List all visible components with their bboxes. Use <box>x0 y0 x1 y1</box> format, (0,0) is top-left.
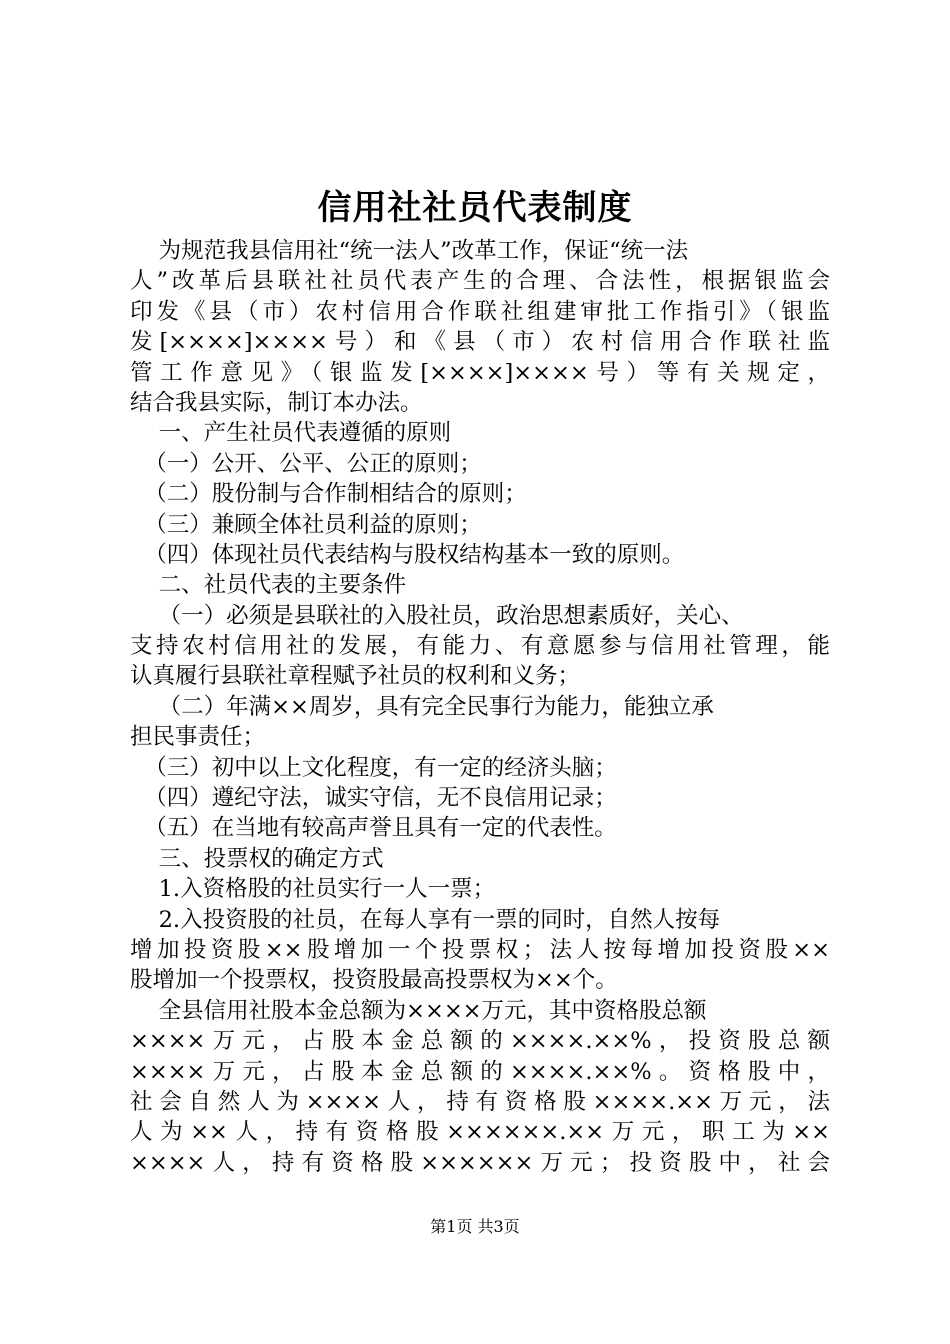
list-item: （三）兼顾全体社员利益的原则； <box>130 511 482 538</box>
section-heading: 一、产生社员代表遵循的原则 <box>130 420 452 447</box>
body-line: 认真履行县联社章程赋予社员的权利和义务； <box>130 663 581 690</box>
page-footer: 第1页 共3页 <box>430 1217 520 1236</box>
body-line: 社会自然人为××××人，持有资格股××××.××万元，法 <box>130 1088 830 1115</box>
body-line: 结合我县实际，制订本办法。 <box>130 389 423 416</box>
document-body <box>130 236 830 1178</box>
document-title: 信用社社员代表制度 <box>317 188 633 228</box>
body-line: 人”改革后县联社社员代表产生的合理、合法性，根据银监会 <box>130 268 830 295</box>
body-line: 印发《县（市）农村信用合作联社组建审批工作指引》（银监 <box>130 298 830 325</box>
body-line: ××××人，持有资格股××××××万元；投资股中，社会 <box>130 1149 830 1176</box>
list-item: （一）公开、公平、公正的原则； <box>130 450 482 477</box>
body-line: 支持农村信用社的发展，有能力、有意愿参与信用社管理，能 <box>130 633 830 660</box>
list-item: （三）初中以上文化程度，有一定的经济头脑； <box>130 754 617 781</box>
body-line: ××××万元，占股本金总额的××××.××%。资格股中， <box>130 1058 830 1085</box>
list-item: （二）股份制与合作制相结合的原则； <box>130 481 527 508</box>
list-item: 2.入投资股的社员，在每人享有一票的同时，自然人按每 <box>130 906 721 933</box>
body-line: 为规范我县信用社“统一法人”改革工作，保证“统一法 <box>130 238 689 264</box>
body-line: 增加投资股××股增加一个投票权；法人按每增加投资股×× <box>130 936 830 963</box>
body-line: 全县信用社股本金总额为××××万元，其中资格股总额 <box>130 997 707 1024</box>
list-item: （四）遵纪守法，诚实守信，无不良信用记录； <box>130 785 617 812</box>
list-item: 1.入资格股的社员实行一人一票； <box>130 876 496 903</box>
section-heading: 三、投票权的确定方式 <box>130 845 384 872</box>
body-line: 管工作意见》（银监发[××××]××××号）等有关规定， <box>130 359 830 386</box>
section-heading: 二、社员代表的主要条件 <box>130 572 407 599</box>
body-line: 人为××人，持有资格股××××××.××万元，职工为×× <box>130 1119 830 1146</box>
list-item: （一）必须是县联社的入股社员，政治思想素质好，关心、 <box>130 602 744 629</box>
body-line: 股增加一个投票权，投资股最高投票权为××个。 <box>130 967 618 994</box>
body-line: ××××万元，占股本金总额的××××.××%，投资股总额 <box>130 1028 830 1055</box>
list-item: （四）体现社员代表结构与股权结构基本一致的原则。 <box>130 541 685 568</box>
body-line: 担民事责任； <box>130 724 266 751</box>
body-line: 发[××××]××××号）和《县（市）农村信用合作联社监 <box>130 329 830 356</box>
list-item: （二）年满××周岁，具有完全民事行为能力，能独立承 <box>130 693 714 720</box>
list-item: （五）在当地有较高声誉且具有一定的代表性。 <box>130 815 617 842</box>
